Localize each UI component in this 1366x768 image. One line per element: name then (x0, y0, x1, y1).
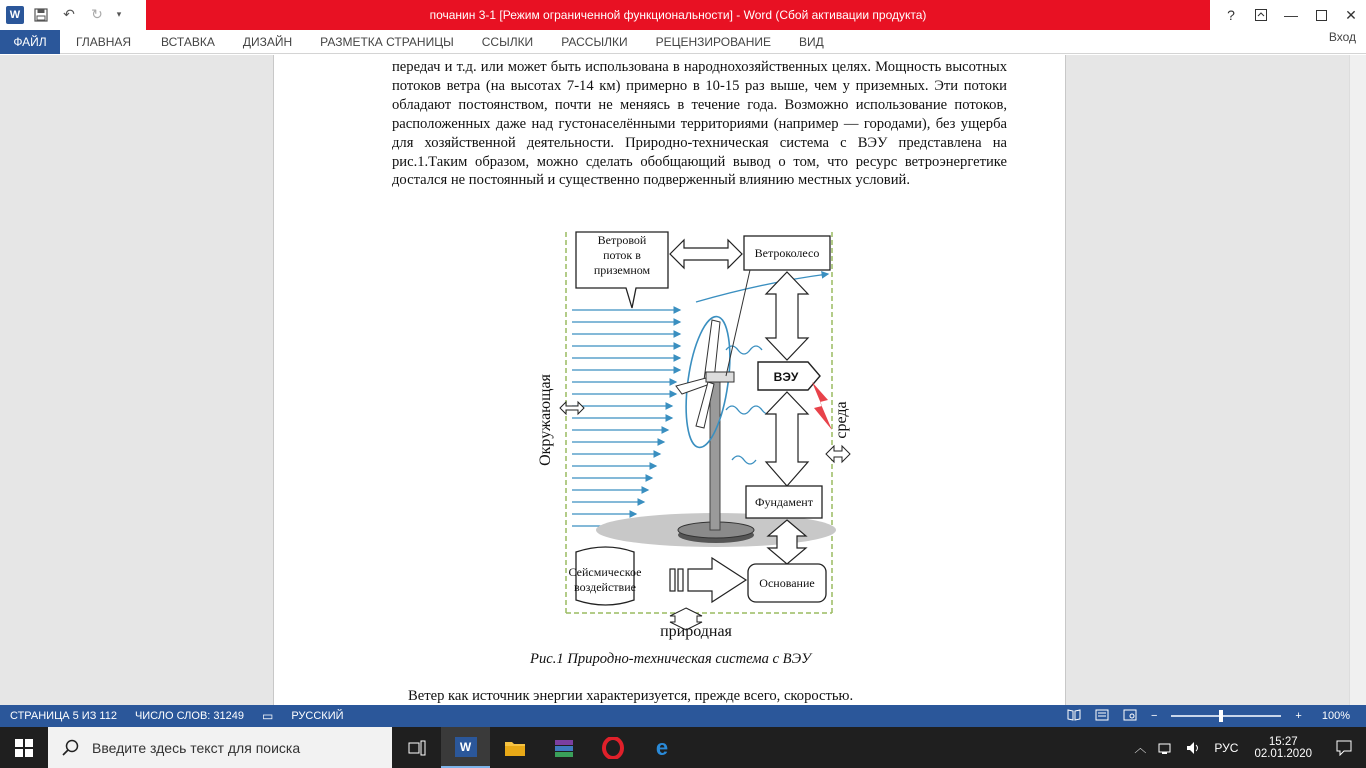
wheel-veu-arrow (766, 272, 808, 360)
seismic-box (569, 547, 642, 605)
notifications-icon[interactable] (1322, 740, 1366, 756)
chevron-up-icon[interactable]: ︿ (1134, 741, 1147, 755)
customize-toolbar-icon[interactable]: ▾ (116, 10, 122, 20)
wind-wheel-box (744, 236, 830, 270)
window-controls (1216, 0, 1366, 30)
figure-pts-veu (536, 230, 856, 640)
wind-flow-box (576, 232, 668, 308)
windows-icon (15, 739, 33, 757)
base-label: Основание (759, 576, 815, 590)
save-icon[interactable] (30, 4, 52, 26)
quick-access-toolbar (6, 4, 124, 26)
veu-label: ВЭУ (773, 370, 799, 384)
sign-in-link[interactable]: Вход (1328, 30, 1356, 44)
word-taskbar-icon[interactable]: W (441, 727, 490, 768)
minimize-button[interactable]: — (1284, 7, 1298, 23)
tab-file[interactable]: ФАЙЛ (0, 30, 60, 54)
search-icon (62, 739, 80, 757)
tab-view[interactable]: ВИД (798, 35, 824, 49)
zoom-out-button[interactable]: − (1150, 710, 1158, 722)
file-explorer-icon[interactable] (490, 727, 539, 768)
vertical-scrollbar[interactable] (1349, 55, 1366, 705)
search-placeholder: Введите здесь текст для поиска (92, 739, 301, 756)
clock-time: 15:27 (1268, 735, 1298, 748)
task-view-icon[interactable] (392, 727, 441, 768)
paragraph-text: передач и т.д. или может быть использована в народнохозяйственных целях. Мощность высотных потоков ветра (на высотах 7-14 км) примерно в 10-15 раз выше, чем у приземных. Эти потоки обладают постоянством, почти не меняясь в течение года. Возможно использование потоков, расположенных даже над густонаселёнными территориями (например — городами), без ущерба для хозяйственной деятельности. Природно-техническая система с ВЭУ представлена на рис.1.Таким образом, можно сделать обобщающий вывод о том, что ресурс ветроэнергетике достался не постоянный и существенно подверженный влиянию местных условий. (392, 59, 1007, 189)
tab-review[interactable]: РЕЦЕНЗИРОВАНИЕ (655, 35, 771, 49)
redo-icon[interactable]: ↻ (91, 7, 103, 23)
environment-label-bottom: природная (660, 623, 732, 640)
undo-icon[interactable]: ↶ (63, 7, 75, 23)
svg-text:e: e (655, 736, 668, 759)
clock-date: 02.01.2020 (1254, 747, 1312, 760)
window-title: почанин 3-1 [Режим ограниченной функциональности] - Word (Сбой активации продукта) (429, 8, 927, 22)
tab-design[interactable]: ДИЗАЙН (242, 35, 293, 49)
edge-icon[interactable] (637, 727, 686, 768)
wind-wheel-label: Ветроколесо (754, 246, 820, 260)
zoom-slider-thumb[interactable] (1219, 710, 1223, 722)
right-exchange-arrow (826, 446, 850, 462)
title-bar (0, 0, 1366, 30)
body-paragraph[interactable] (392, 58, 1007, 190)
tab-home[interactable]: ГЛАВНАЯ (76, 35, 132, 49)
figure-caption: Рис.1 Природно-техническая система с ВЭУ (530, 651, 811, 667)
environment-label-right: среда (833, 401, 850, 439)
ribbon-tabs (0, 30, 838, 54)
zoom-slider[interactable] (1171, 715, 1281, 717)
language-indicator[interactable]: РУССКИЙ (291, 710, 344, 722)
wind-flow-label-1: Ветровой (597, 233, 647, 247)
taskbar-search[interactable] (48, 727, 392, 768)
ribbon (0, 30, 1366, 54)
base-box (748, 564, 826, 602)
lightning-icon (812, 382, 832, 430)
ribbon-display-options-icon[interactable] (1246, 0, 1276, 30)
document-area (0, 55, 1366, 705)
network-icon[interactable] (1152, 741, 1180, 755)
web-layout-icon[interactable] (1123, 709, 1137, 724)
zoom-in-button[interactable]: + (1295, 710, 1302, 722)
seismic-label-2: воздействие (574, 580, 636, 594)
next-paragraph[interactable]: Ветер как источник энергии характеризуется, прежде всего, скоростью. (408, 688, 854, 704)
page-count[interactable]: СТРАНИЦА 5 ИЗ 112 (10, 710, 117, 722)
start-button[interactable] (0, 727, 48, 768)
seismic-label-1: Сейсмическое (568, 565, 642, 579)
winrar-icon[interactable] (539, 727, 588, 768)
system-tray (1128, 727, 1366, 768)
help-button[interactable]: ? (1227, 7, 1235, 23)
word-count[interactable]: ЧИСЛО СЛОВ: 31249 (134, 710, 244, 722)
wind-flow-label-3: приземном (593, 263, 651, 277)
wind-flow-label-2: поток в (603, 248, 641, 262)
foundation-label: Фундамент (755, 495, 813, 509)
status-bar (0, 705, 1366, 727)
volume-icon[interactable] (1180, 741, 1208, 755)
wind-wheel-arrow (670, 240, 742, 268)
foundation-box (746, 486, 822, 518)
print-layout-icon[interactable] (1095, 709, 1109, 724)
taskbar (0, 727, 1366, 768)
opera-icon[interactable] (588, 727, 637, 768)
left-exchange-arrow (560, 402, 584, 414)
tab-insert[interactable]: ВСТАВКА (161, 35, 215, 49)
tab-references[interactable]: ССЫЛКИ (481, 35, 534, 49)
close-button[interactable]: ✕ (1345, 6, 1357, 23)
veu-box (758, 362, 820, 390)
word-app-icon[interactable]: W (6, 6, 24, 24)
document-page[interactable] (273, 55, 1066, 705)
input-language[interactable]: РУС (1214, 740, 1239, 755)
status-left (10, 705, 344, 727)
clock[interactable] (1244, 736, 1322, 760)
proofing-icon[interactable]: ▭ (261, 709, 274, 723)
seismic-arrow (670, 558, 746, 602)
environment-label-left: Окружающая (537, 374, 554, 466)
veu-foundation-arrow (766, 392, 808, 486)
tab-mailings[interactable]: РАССЫЛКИ (561, 35, 628, 49)
taskbar-apps (392, 727, 686, 768)
read-mode-icon[interactable] (1067, 709, 1081, 724)
status-right (1067, 705, 1350, 727)
maximize-button[interactable] (1306, 0, 1336, 30)
tab-page-layout[interactable]: РАЗМЕТКА СТРАНИЦЫ (320, 35, 454, 49)
zoom-level[interactable]: 100% (1321, 710, 1350, 722)
